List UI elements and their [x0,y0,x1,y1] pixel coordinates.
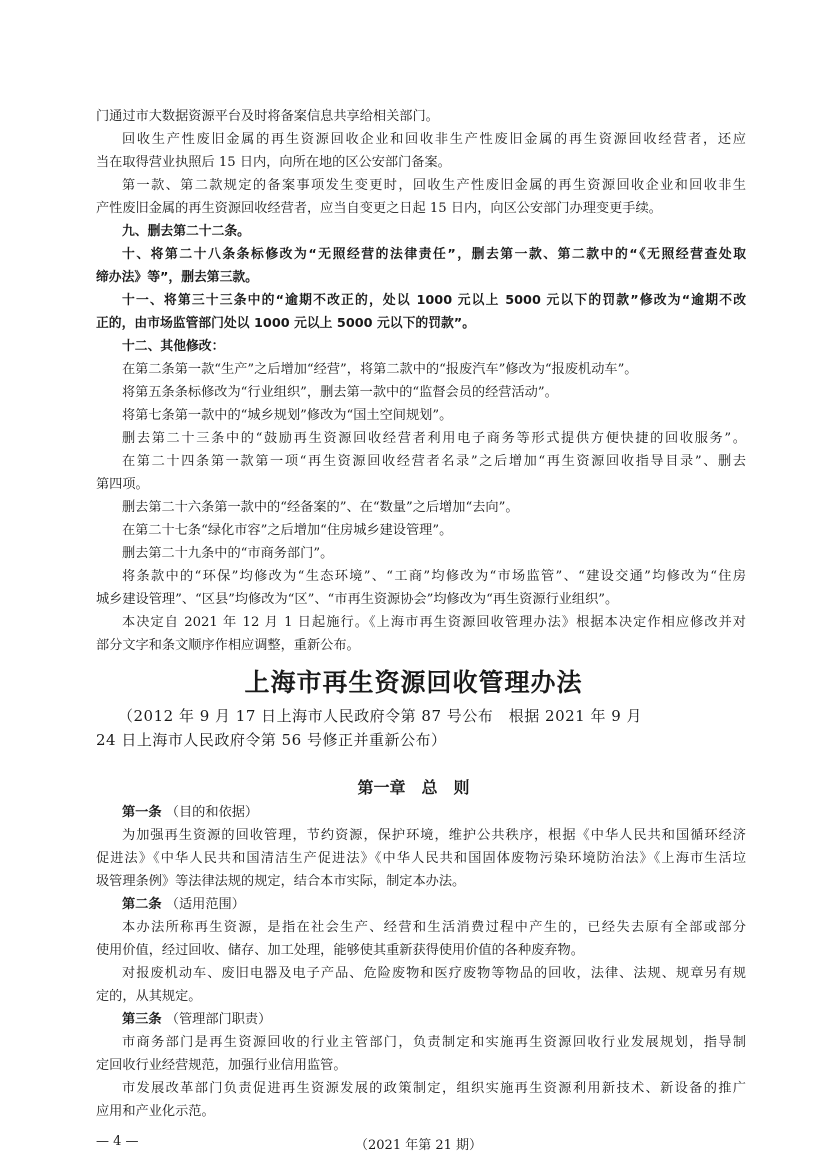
body-line: 产性废旧金属的再生资源回收经营者，应当自变更之日起 15 日内，向区公安部门办理变更手续。 [96,201,662,216]
body-line: 在第二十七条“绿化市容”之后增加“住房城乡建设管理”。 [122,523,453,538]
article-topic: （适用范围） [165,897,245,912]
article-line: 市商务部门是再生资源回收的行业主管部门，负责制定和实施再生资源回收行业发展规划，指导制 [122,1035,746,1050]
document-title: 上海市再生资源回收管理办法 [244,668,583,697]
body-line: 将条款中的“环保”均修改为“生态环境”、“工商”均修改为“市场监管”、“建设交通”均修改为“住房 [122,569,746,584]
article-topic: （目的和依据） [165,805,259,820]
article-topic: （管理部门职责） [165,1012,272,1027]
article-line: 使用价值，经过回收、储存、加工处理，能够使其重新获得使用价值的各种废弃物。 [96,943,584,958]
body-line: 删去第二十六条第一款中的“经备案的”、在“数量”之后增加“去向”。 [122,500,519,515]
article-number: 第三条 [122,1012,162,1027]
article-heading [122,804,746,822]
article-number: 第二条 [122,897,162,912]
article-heading [122,1011,746,1029]
document-subtitle: （2012 年 9 月 17 日上海市人民政府令第 87 号公布 根据 2021 年 9 月 [118,707,643,725]
body-line: 在第二十四条第一款第一项“再生资源回收经营者名录”之后增加“再生资源回收指导目录”、删去 [122,454,746,469]
body-line: 门通过市大数据资源平台及时将备案信息共享给相关部门。 [96,109,439,124]
article-line: 对报废机动车、废旧电器及电子产品、危险废物和医疗废物等物品的回收，法律、法规、规章另有规 [122,966,746,981]
article-line: 促进法》《中华人民共和国清洁生产促进法》《中华人民共和国固体废物污染环境防治法》《上海市生活垃 [96,851,746,866]
amendment-item: 十一、将第三十三条中的“逾期不改正的，处以 1000 元以上 5000 元以下的罚款”修改为“逾期不改 [122,293,746,308]
article-number: 第一条 [122,805,162,820]
article-line: 市发展改革部门负责促进再生资源发展的政策制定，组织实施再生资源利用新技术、新设备的推广 [122,1081,746,1096]
amendment-item: 十二、其他修改： [122,339,225,354]
amendment-item: 九、删去第二十二条。 [122,224,250,239]
page-number: — 4 — [96,1134,139,1149]
body-line: 回收生产性废旧金属的再生资源回收企业和回收非生产性废旧金属的再生资源回收经营者，还应 [122,132,746,147]
body-line: 当在取得营业执照后 15 日内，向所在地的区公安部门备案。 [96,155,451,170]
body-line: 本决定自 2021 年 12 月 1 日起施行。《上海市再生资源回收管理办法》根据本决定作相应修改并对 [122,615,746,630]
body-line: 第一款、第二款规定的备案事项发生变更时，回收生产性废旧金属的再生资源回收企业和回收非生 [122,178,746,193]
amendment-item: 缔办法》等”，删去第三款。 [96,270,258,285]
body-line: 部分文字和条文顺序作相应调整，重新公布。 [96,638,360,653]
article-line: 为加强再生资源的回收管理，节约资源，保护环境，维护公共秩序，根据《中华人民共和国循环经济 [122,828,746,843]
issue-label: （2021 年第 21 期） [355,1138,483,1153]
article-heading [122,896,746,914]
body-line: 将第七条第一款中的“城乡规划”修改为“国土空间规划”。 [122,408,453,423]
body-line: 城乡建设管理”、“区县”均修改为“区”、“市再生资源协会”均修改为“再生资源行业组织”。 [96,592,619,607]
article-line: 本办法所称再生资源，是指在社会生产、经营和生活消费过程中产生的，已经失去原有全部或部分 [122,920,746,935]
article-line: 应用和产业化示范。 [96,1104,215,1119]
body-line: 第四项。 [96,477,149,492]
body-line: 将第五条条标修改为“行业组织”，删去第一款中的“监督会员的经营活动”。 [122,385,558,400]
amendment-item: 正的，由市场监管部门处以 1000 元以上 5000 元以下的罚款”。 [96,316,475,331]
body-line: 删去第二十三条中的“鼓励再生资源回收经营者利用电子商务等形式提供方便快捷的回收服务”。 [122,431,746,446]
body-line: 删去第二十九条中的“市商务部门”。 [122,546,334,561]
article-line: 定回收行业经营规范，加强行业信用监管。 [96,1058,347,1073]
article-line: 圾管理条例》等法律法规的规定，结合本市实际，制定本办法。 [96,874,466,889]
article-line: 定的，从其规定。 [96,989,202,1004]
document-subtitle: 24 日上海市人民政府令第 56 号修正并重新公布） [96,731,447,749]
body-line: 在第二条第一款“生产”之后增加“经营”，将第二款中的“报废汽车”修改为“报废机动车”。 [122,362,638,377]
chapter-heading: 第一章 总 则 [357,778,470,797]
amendment-item: 十、将第二十八条条标修改为“无照经营的法律责任”，删去第一款、第二款中的“《无照经营查处取 [122,247,746,262]
